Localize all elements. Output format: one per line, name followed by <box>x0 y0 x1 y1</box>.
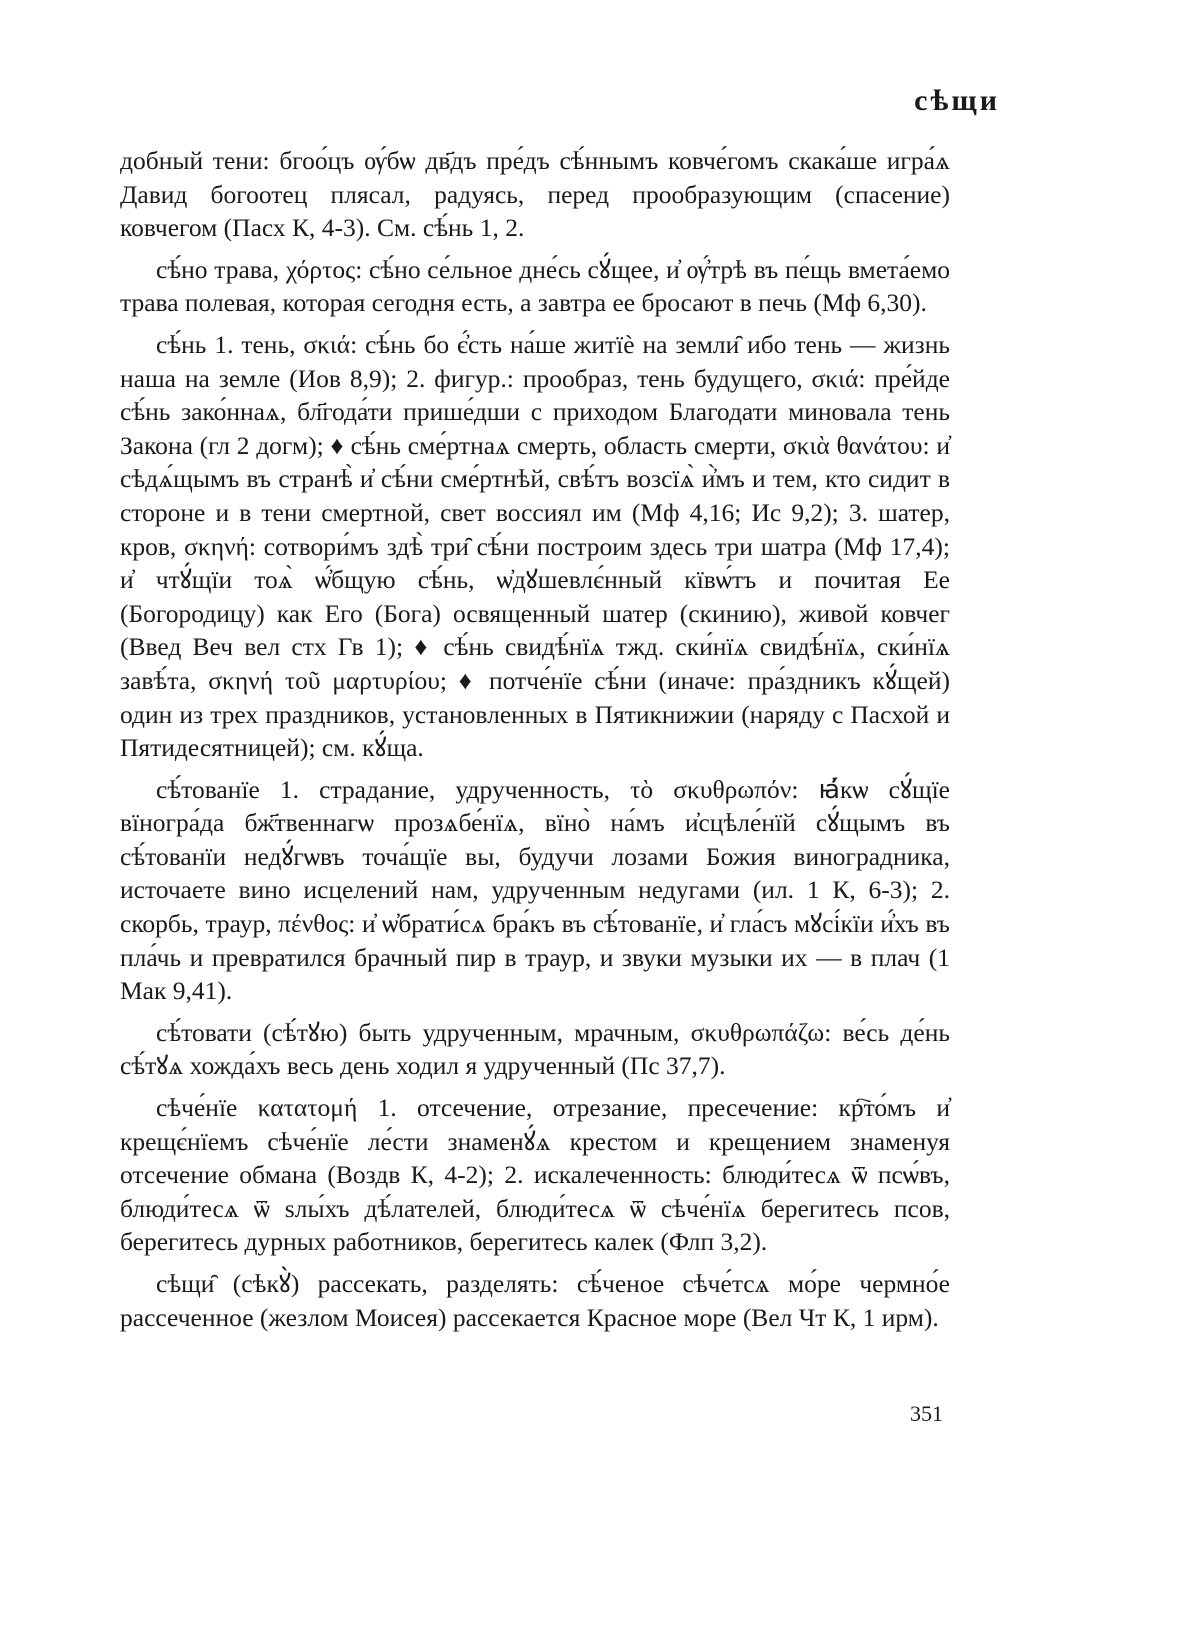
entry-seshchi: сѣщи̑ (сѣкꙋ̀) рассекать, разделять: сѣ́ченое сѣче́тсѧ мо́ре чермно́е рассеченное (жезлом Моисея) рассекается Красное море (Вел Чт К, 1 ирм). <box>120 1269 950 1332</box>
page-number: 351 <box>910 1401 943 1426</box>
entry-sechenie: сѣче́нїе κατατομή 1. отсечение, отрезание, пресечение: кр҇то́мъ и҆ крещє́нїемъ сѣче́нїе ле́сти знаменꙋ́ѧ крестом и крещением знаменуя отсечение обмана (Воздв К, 4-2); 2. искалеченность: блюди́тесѧ ѿ псѡ́въ, блюди́тесѧ ѿ ѕлы́хъ дѣ́лателей, блюди́тесѧ ѿ сѣче́нїѧ берегитесь псов, берегитесь дурных работников, берегитесь калек (Флп 3,2). <box>120 1093 950 1257</box>
entry-continuation: добный тени: бгоо́цъ ѹ́бѡ дв҃дъ пре́дъ сѣ́ннымъ ковче́гомъ скака́ше игра́ѧ Давид богоотец плясал, радуясь, перед прообразующим (спасение) ковчегом (Пасх К, 4-3). См. сѣ́нь 1, 2. <box>120 146 950 243</box>
entry-setovanie: сѣ́тованїе 1. страдание, удрученность, τὸ σκυθρωπόν: ꙗ҆́кѡ сꙋ́щїе вїногра́да бж҃твеннагѡ прозѧбе́нїѧ, вїно̀ на́мъ и҆сцѣле́нїй сꙋ́щымъ въ сѣ́тованїи недꙋ́гѡвъ точа́щїе вы, будучи лозами Божия виноградника, источаете вино исцелений нам, удрученным недугами (ил. 1 К, 6-3); 2. скорбь, траур, πένθος: и҆ ѡ҆брати́сѧ бра́къ въ сѣ́тованїе, и҆ гла́съ мꙋсі́кїи и҆́хъ въ пла́чь и превратился брачный пир в траур, и звуки музыки их — в плач (1 Мак 9,41). <box>120 774 950 1006</box>
running-head: сѣщи <box>914 84 1000 117</box>
dictionary-text <box>120 144 950 1342</box>
entry-setovati: сѣ́товати (сѣ́тꙋю) быть удрученным, мрачным, σκυθρωπάζω: ве́сь де́нь сѣ́тꙋѧ хожда́хъ весь день ходил я удрученный (Пс 37,7). <box>120 1017 950 1081</box>
entry-sen: сѣ́нь 1. тень, σκιά: сѣ́нь бо є҆́сть на́ше житїѐ на земли̑ ибо тень — жизнь наша на земле (Иов 8,9); 2. фигур.: прообраз, тень будущего, σκιά: пре́йде сѣ́нь зако́ннаѧ, бл҃года́ти прише́дши с приходом Благодати миновала тень Закона (гл 2 догм); ♦ сѣ́нь сме́ртнаѧ смерть, область смерти, σκιὰ θανάτου: и҆ сѣдѧ́щымъ въ странѣ̀ и҆ сѣ́ни сме́ртнѣй, свѣ́тъ возсїѧ̀ и҆̀мъ и тем, кто сидит в стороне и в тени смертной, свет воссиял им (Мф 4,16; Ис 9,2); 3. шатер, кров, σκηνή: сотвори́мъ здѣ̀ три̑ сѣ́ни построим здесь три шатра (Мф 17,4); и҆ чтꙋ́щїи тоѧ̀ ѡ҆́бщую сѣ́нь, ѡ҆дꙋшевлє́нный кївѡ́тъ и почитая Ее (Богородицу) как Его (Бога) освященный шатер (скинию), живой ковчег (Введ Веч вел стх Гв 1); ♦ сѣ́нь свидѣ́нїѧ тжд. ски́нїѧ свидѣ́нїѧ, ски́нїѧ завѣ́та, σκηνή τοῦ μαρτυρίου; ♦ потче́нїе сѣ́ни (иначе: пра́здникъ кꙋ́щей) один из трех праздников, установленных в Пятикнижии (наряду с Пасхой и Пятидесятницей); см. кꙋ́ща. <box>120 329 950 763</box>
entry-seno: сѣ́но трава, χόρτος: сѣ́но се́льное дне́сь сꙋ́щее, и҆ ѹ҆́трѣ въ пе́щь вмета́емо трава полевая, которая сегодня есть, а завтра ее бросают в печь (Мф 6,30). <box>120 254 950 318</box>
